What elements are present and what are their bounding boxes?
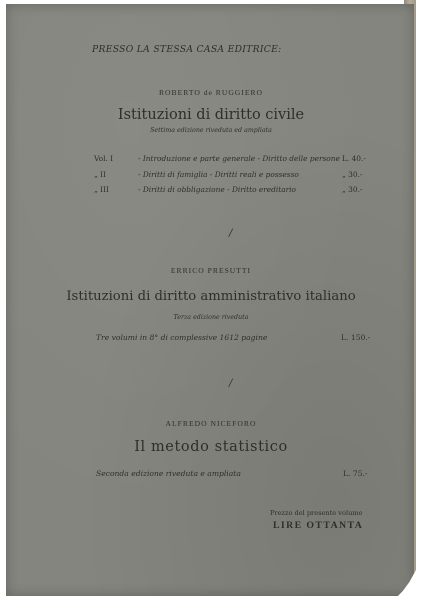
volume-description: - Introduzione e parte generale - Diritto delle persone	[138, 154, 340, 163]
book2-title: Istituzioni di diritto amministrativo italiano	[66, 289, 356, 304]
book3-title: Il metodo statistico	[134, 439, 288, 455]
section-separator: /	[229, 228, 233, 239]
volume-label: „ II	[94, 170, 107, 179]
volume-description: - Diritti di obbligazione - Diritto ereditario	[138, 185, 296, 194]
publisher-header: PRESSO LA STESSA CASA EDITRICE:	[92, 44, 282, 55]
book3-price: L. 75.-	[343, 469, 368, 478]
book1-author: ROBERTO de RUGGIERO	[158, 88, 264, 97]
book3-author: ALFREDO NICEFORO	[165, 419, 257, 428]
volume-label: Vol. I	[94, 154, 114, 163]
book2-description: Tre volumi in 8° di complessive 1612 pagine	[96, 333, 268, 342]
book2-edition: Terza edizione riveduta	[173, 314, 249, 321]
volume-label: „ III	[94, 185, 109, 194]
section-separator: /	[229, 378, 233, 389]
volume-price-value: LIRE OTTANTA	[273, 520, 364, 531]
volume-price: „ 30.-	[342, 185, 363, 194]
volume-price-note: Prezzo del presente volume	[270, 509, 363, 517]
volume-price: L. 40.-	[342, 154, 366, 163]
volume-description: - Diritti di famiglia - Diritti reali e possesso	[138, 170, 299, 179]
book3-description: Seconda edizione riveduta e ampliata	[96, 469, 241, 478]
book1-edition: Settima edizione riveduta ed ampliata	[150, 127, 272, 134]
book2-author: ERRICO PRESUTTI	[170, 266, 252, 275]
book2-price: L. 150.-	[341, 333, 371, 342]
volume-price: „ 30.-	[342, 170, 363, 179]
book1-title: Istituzioni di diritto civile	[117, 107, 305, 123]
